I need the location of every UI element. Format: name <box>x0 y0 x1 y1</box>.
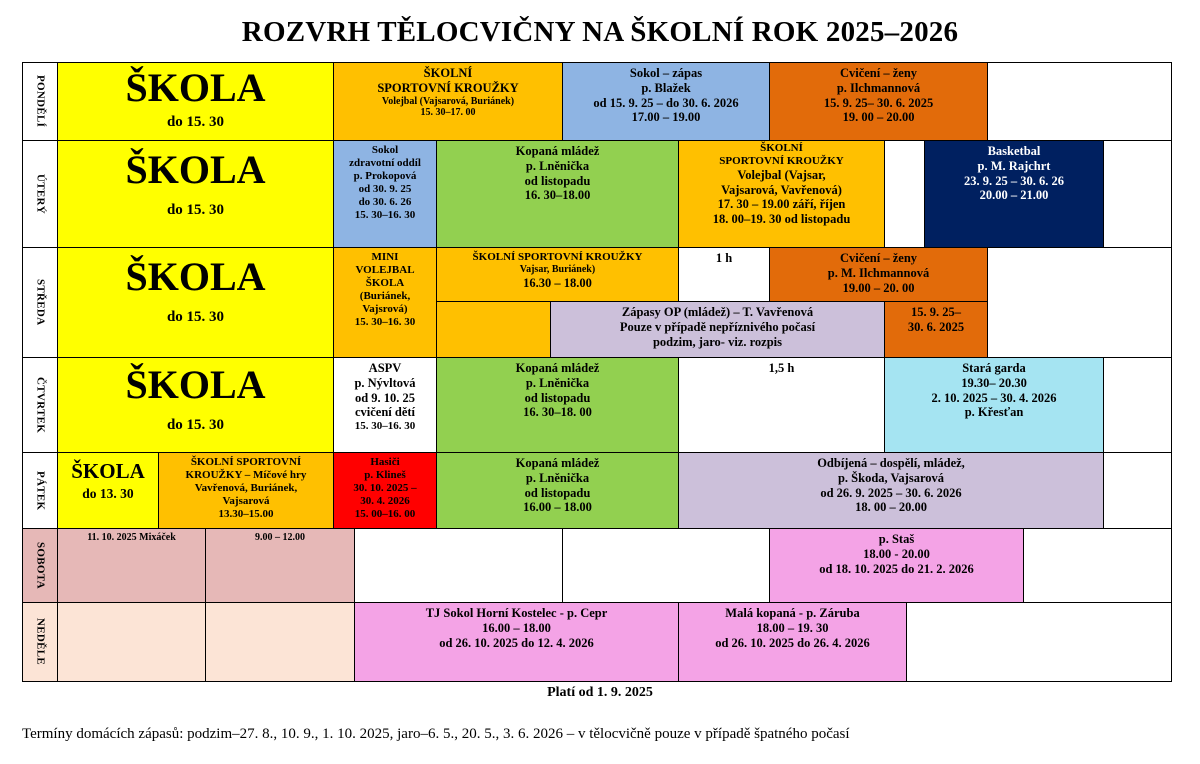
youth-football-friday <box>436 452 679 529</box>
school-label: ŠKOLA <box>125 254 266 299</box>
gap-duration: 1 h <box>715 251 733 265</box>
old-guard-thursday <box>884 357 1104 453</box>
text-line: p. M. Ilchmannová <box>827 265 930 280</box>
youth-football-thursday <box>436 357 679 453</box>
day-label-sunday: NEDĚLE <box>22 602 58 682</box>
text-line: 16.00 – 18.00 <box>523 500 592 515</box>
empty-slot <box>1103 357 1172 453</box>
basketball-tuesday <box>924 140 1104 248</box>
orange-filler-wednesday <box>436 301 551 358</box>
text-line: zdravotní oddíl <box>349 156 421 169</box>
text-line: 19.30– 20.30 <box>961 375 1027 390</box>
text-line: 30. 4. 2026 <box>360 494 410 507</box>
text-line: 17. 30 – 19.00 září, říjen <box>717 197 846 212</box>
text-line: 15. 9. 25– <box>911 305 961 319</box>
youth-football-tuesday <box>436 140 679 248</box>
text-line: p. Nývltová <box>354 375 416 390</box>
mini-volleyball-wednesday <box>333 247 437 358</box>
text-line: Vajsrová) <box>362 302 408 315</box>
empty-slot <box>1023 528 1172 603</box>
mixacek-time-saturday <box>205 528 355 603</box>
page-title: ROZVRH TĚLOCVIČNY NA ŠKOLNÍ ROK 2025–2026 <box>241 16 959 48</box>
text-line: VOLEJBAL <box>355 263 415 276</box>
text-line: Zápasy OP (mládež) – T. Vavřenová <box>621 305 814 319</box>
empty-slot <box>354 528 563 603</box>
text-line: Vajsarová <box>222 494 270 507</box>
school-block-tuesday <box>57 140 334 248</box>
text-line: SPORTOVNÍ KROUŽKY <box>719 154 844 167</box>
school-clubs-friday <box>158 452 334 529</box>
text-line: 19.00 – 20. 00 <box>842 280 915 295</box>
school-until: do 15. 30 <box>166 417 225 433</box>
mixacek-saturday <box>57 528 206 603</box>
small-football-sunday <box>678 602 907 682</box>
text-line: Stará garda <box>962 361 1026 375</box>
school-clubs-wednesday <box>436 247 679 302</box>
gap-thursday <box>678 357 885 453</box>
text-line: od 9. 10. 25 <box>354 390 416 405</box>
text-line: p. Lněnička <box>525 158 590 173</box>
text-line: ŠKOLNÍ <box>760 142 803 154</box>
text-line: ŠKOLNÍ SPORTOVNÍ <box>190 456 302 468</box>
text-line: ŠKOLNÍ SPORTOVNÍ KROUŽKY <box>472 251 643 263</box>
text-line: p. Klineš <box>364 468 406 481</box>
text-line: 18.00 - 20.00 <box>863 546 930 561</box>
text-line: podzim, jaro- viz. rozpis <box>652 334 783 349</box>
women-exercise-wednesday <box>769 247 988 302</box>
text-line: 9.00 – 12.00 <box>255 532 305 543</box>
text-line: p. Lněnička <box>525 375 590 390</box>
text-line: 15. 9. 25– 30. 6. 2025 <box>823 95 934 110</box>
women-exercise-monday <box>769 62 988 141</box>
empty-slot <box>1103 140 1172 248</box>
text-line: Cvičení – ženy <box>839 251 918 265</box>
day-label-tuesday: ÚTERÝ <box>22 140 58 248</box>
text-line: od 15. 9. 25 – do 30. 6. 2026 <box>593 95 739 110</box>
school-until: do 15. 30 <box>166 114 225 130</box>
text-line: Malá kopaná - p. Záruba <box>725 606 860 620</box>
text-line: p. Lněnička <box>525 470 590 485</box>
school-clubs-tuesday <box>678 140 885 248</box>
text-line: 16. 30–18. 00 <box>523 405 592 420</box>
school-block-thursday <box>57 357 334 453</box>
text-line: Kopaná mládež <box>515 456 600 470</box>
text-line: (Buriánek, <box>359 289 411 302</box>
school-block-friday <box>57 452 159 529</box>
day-label-monday: PONDĚLÍ <box>22 62 58 141</box>
text-line: ASPV <box>368 361 402 375</box>
empty-slot <box>906 602 1172 682</box>
tj-sokol-sunday <box>354 602 679 682</box>
text-line: KROUŽKY – Míčové hry <box>185 468 307 481</box>
empty-slot <box>1103 452 1172 529</box>
text-line: cvičení dětí <box>354 405 416 420</box>
text-line: Pouze v případě nepříznivého počasí <box>619 319 816 334</box>
text-line: p. Škoda, Vajsarová <box>837 470 945 485</box>
text-line: 23. 9. 25 – 30. 6. 26 <box>964 173 1064 188</box>
text-line: 15. 30–16. 30 <box>354 315 416 328</box>
text-line: Odbíjená – dospělí, mládež, <box>817 456 965 470</box>
day-label-friday: PÁTEK <box>22 452 58 529</box>
text-line: do 30. 6. 26 <box>358 195 412 208</box>
text-line: p. Staš <box>878 532 915 546</box>
text-line: ŠKOLA <box>365 276 405 289</box>
school-label: ŠKOLA <box>125 362 266 407</box>
text-line: Sokol – zápas <box>629 66 703 80</box>
text-line: 13.30–15.00 <box>218 507 274 520</box>
text-line: p. Blažek <box>641 80 691 95</box>
text-line: 16. 30–18.00 <box>524 188 591 203</box>
empty-slot <box>205 602 355 682</box>
text-line: Vajsar, Buriánek) <box>519 263 596 275</box>
text-line: 20.00 – 21.00 <box>979 188 1049 203</box>
school-label: ŠKOLA <box>125 65 266 110</box>
gap-duration: 1,5 h <box>768 361 795 375</box>
sokol-match-monday <box>562 62 770 141</box>
text-line: p. M. Rajchrt <box>977 158 1051 173</box>
text-line: 17.00 – 19.00 <box>631 110 701 125</box>
text-line: Sokol <box>371 144 399 156</box>
text-line: Vavřenová, Buriánek, <box>194 481 298 494</box>
day-label-saturday: SOBOTA <box>22 528 58 603</box>
text-line: 30. 6. 2025 <box>907 319 965 334</box>
text-line: 19. 00 – 20.00 <box>842 110 915 125</box>
gap-wednesday <box>678 247 770 302</box>
text-line: od 18. 10. 2025 do 21. 2. 2026 <box>819 561 974 576</box>
text-line: p. Ilchmannová <box>836 80 921 95</box>
empty-slot <box>987 247 1172 358</box>
aspv-thursday <box>333 357 437 453</box>
school-label: ŠKOLA <box>125 147 266 192</box>
text-line: 15. 30–16. 30 <box>354 420 416 432</box>
school-block-wednesday <box>57 247 334 358</box>
text-line: 15. 30–16. 30 <box>354 208 416 221</box>
text-line: 16.30 – 18.00 <box>523 275 592 290</box>
text-line: MINI <box>371 251 399 263</box>
text-line: od listopadu <box>524 173 591 188</box>
text-line: od listopadu <box>524 390 591 405</box>
text-line: 15. 30–17. 00 <box>420 107 476 119</box>
text-line: 2. 10. 2025 – 30. 4. 2026 <box>931 390 1057 405</box>
text-line: Hasiči <box>370 456 400 468</box>
empty-slot <box>987 62 1172 141</box>
sokol-health-tuesday <box>333 140 437 248</box>
text-line: od 26. 9. 2025 – 30. 6. 2026 <box>820 485 962 500</box>
empty-slot <box>562 528 770 603</box>
school-until: do 15. 30 <box>166 202 225 218</box>
text-line: 16.00 – 18.00 <box>482 620 551 635</box>
valid-from: Platí od 1. 9. 2025 <box>547 685 653 700</box>
text-line: Vajsarová, Vavřenová) <box>721 182 842 197</box>
text-line: Volejbal (Vajsarová, Buriánek) <box>381 95 515 107</box>
text-line: Basketbal <box>987 144 1041 158</box>
school-clubs-monday <box>333 62 563 141</box>
text-line: od 26. 10. 2025 do 12. 4. 2026 <box>439 635 594 650</box>
stas-saturday <box>769 528 1024 603</box>
text-line: od 30. 9. 25 <box>358 182 412 195</box>
text-line: 15. 00–16. 00 <box>354 507 416 520</box>
text-line: 18. 00–19. 30 od listopadu <box>712 212 851 227</box>
text-line: od 26. 10. 2025 do 26. 4. 2026 <box>715 635 870 650</box>
women-exercise-dates-wednesday <box>884 301 988 358</box>
text-line: p. Křesťan <box>964 405 1024 420</box>
day-label-thursday: ČTVRTEK <box>22 357 58 453</box>
empty-slot <box>57 602 206 682</box>
text-line: od listopadu <box>524 485 591 500</box>
school-block-monday <box>57 62 334 141</box>
school-until: do 15. 30 <box>166 309 225 325</box>
text-line: 18.00 – 19. 30 <box>756 620 829 635</box>
text-line: 18. 00 – 20.00 <box>855 500 927 515</box>
text-line: ŠKOLNÍ <box>423 66 473 80</box>
text-line: p. Prokopová <box>353 169 417 182</box>
text-line: TJ Sokol Horní Kostelec - p. Cepr <box>425 606 608 620</box>
text-line: Kopaná mládež <box>515 144 600 158</box>
volleyball-friday <box>678 452 1104 529</box>
empty-slot <box>884 140 925 248</box>
text-line: SPORTOVNÍ KROUŽKY <box>377 80 519 95</box>
schedule-grid <box>22 62 1172 682</box>
text-line: 30. 10. 2025 – <box>353 481 417 494</box>
home-matches-note: Termíny domácích zápasů: podzim–27. 8., 10. 9., 1. 10. 2025, jaro–6. 5., 20. 5., 3. 6. 2026 – v tělocvičně pouze v případě špatného počasí <box>22 726 850 742</box>
firefighters-friday <box>333 452 437 529</box>
day-label-wednesday: STŘEDA <box>22 247 58 358</box>
text-line: Volejbal (Vajsar, <box>737 167 826 182</box>
school-until: do 13. 30 <box>82 485 134 501</box>
league-matches-wednesday <box>550 301 885 358</box>
text-line: 11. 10. 2025 Mixáček <box>87 532 176 543</box>
text-line: Kopaná mládež <box>515 361 600 375</box>
text-line: Cvičení – ženy <box>839 66 918 80</box>
school-label: ŠKOLA <box>71 459 145 483</box>
